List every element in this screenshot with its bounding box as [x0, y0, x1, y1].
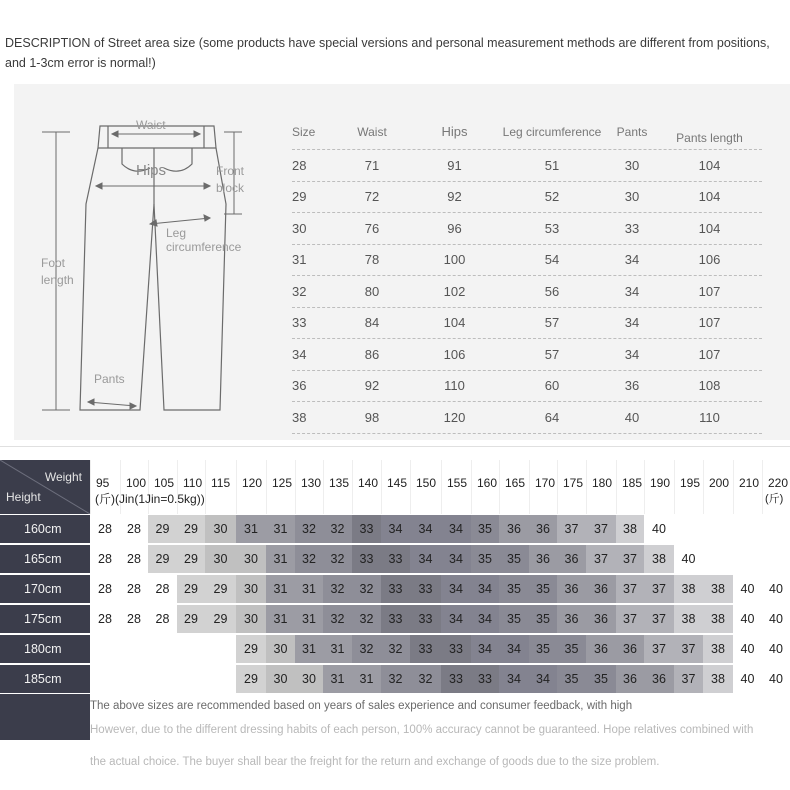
size-cell — [674, 515, 703, 543]
size-cell: 34 — [499, 635, 529, 663]
size-cell: 32 — [323, 605, 352, 633]
height-row-label: 160cm — [0, 515, 90, 543]
cell-waist: 86 — [364, 346, 380, 362]
cell-waist: 72 — [364, 189, 380, 205]
foot-length-label-2: length — [41, 273, 74, 287]
size-cell: 33 — [441, 635, 471, 663]
height-row-label: 175cm — [0, 605, 90, 633]
size-cell: 35 — [471, 545, 499, 573]
size-cell — [733, 545, 762, 573]
cell-hips: 110 — [444, 378, 465, 394]
cell-size: 28 — [292, 157, 307, 173]
cell-waist: 84 — [364, 315, 380, 331]
front-block-label-2: block — [216, 181, 245, 195]
size-cell — [148, 665, 177, 693]
size-cell: 35 — [586, 665, 616, 693]
size-cell: 35 — [529, 605, 557, 633]
size-cell: 33 — [352, 545, 381, 573]
cell-leg-circumference: 56 — [544, 283, 560, 299]
cell-hips: 92 — [447, 189, 462, 205]
size-cell: 32 — [323, 575, 352, 603]
size-cell — [177, 635, 205, 663]
size-cell: 36 — [499, 515, 529, 543]
size-cell: 31 — [352, 665, 381, 693]
cell-waist: 71 — [364, 157, 380, 173]
cell-size: 38 — [292, 409, 307, 425]
size-cell: 35 — [471, 515, 499, 543]
cell-waist: 98 — [364, 409, 380, 425]
size-cell: 37 — [644, 605, 674, 633]
size-cell: 33 — [410, 635, 441, 663]
size-cell: 36 — [557, 575, 586, 603]
size-cell: 28 — [120, 605, 148, 633]
size-cell: 36 — [529, 545, 557, 573]
size-cell — [148, 635, 177, 663]
weight-col-header: 200 — [703, 460, 733, 514]
weight-col-header: 125 — [266, 460, 295, 514]
header-waist: Waist — [357, 124, 387, 139]
size-cell: 35 — [499, 605, 529, 633]
size-cell: 29 — [177, 545, 205, 573]
size-table-row — [292, 339, 762, 371]
size-cell: 40 — [762, 605, 790, 633]
size-cell: 31 — [323, 635, 352, 663]
size-cell: 40 — [674, 545, 703, 573]
weight-col-header: 180 — [586, 460, 616, 514]
size-cell: 35 — [557, 665, 586, 693]
cell-size: 36 — [292, 378, 307, 394]
size-cell: 33 — [410, 575, 441, 603]
size-cell: 40 — [762, 665, 790, 693]
size-cell: 30 — [205, 545, 236, 573]
size-cell: 34 — [410, 515, 441, 543]
size-table-row — [292, 402, 762, 434]
weight-col-header: 150 — [410, 460, 441, 514]
size-cell: 29 — [205, 605, 236, 633]
weight-col-header: 220 — [762, 460, 790, 514]
size-cell: 38 — [644, 545, 674, 573]
weight-col-header: 165 — [499, 460, 529, 514]
unit-left: (斤) — [95, 492, 115, 506]
cell-leg-circumference: 54 — [544, 252, 560, 268]
description-text: DESCRIPTION of Street area size (some products have special versions and personal measurement methods are different from positions, and 1-3cm error is normal!) — [5, 36, 770, 70]
cell-leg-circumference: 64 — [544, 409, 560, 425]
cell-pants: 36 — [624, 378, 640, 394]
size-cell: 37 — [586, 515, 616, 543]
size-cell: 37 — [586, 545, 616, 573]
cell-pants-length: 104 — [698, 189, 721, 205]
size-cell: 33 — [381, 545, 410, 573]
weight-col-header: 175 — [557, 460, 586, 514]
size-cell: 32 — [352, 635, 381, 663]
header-pants-length: Pants length — [676, 130, 743, 145]
size-cell: 28 — [90, 515, 120, 543]
size-cell: 34 — [441, 605, 471, 633]
size-cell: 28 — [120, 545, 148, 573]
size-cell: 37 — [616, 575, 644, 603]
size-cell: 34 — [441, 515, 471, 543]
size-cell: 29 — [177, 605, 205, 633]
size-cell: 38 — [674, 575, 703, 603]
cell-pants-length: 107 — [698, 283, 721, 299]
weight-col-header: 140 — [352, 460, 381, 514]
size-cell: 37 — [616, 605, 644, 633]
height-row-label: 165cm — [0, 545, 90, 573]
cell-size: 34 — [292, 346, 307, 362]
size-cell: 36 — [557, 605, 586, 633]
size-cell: 40 — [644, 515, 674, 543]
size-cell — [205, 665, 236, 693]
foot-length-label-1: Foot — [41, 256, 66, 270]
size-cell: 40 — [733, 635, 762, 663]
size-table-row — [292, 213, 762, 245]
size-cell — [90, 635, 120, 663]
size-table — [292, 114, 762, 434]
size-cell: 29 — [177, 515, 205, 543]
size-cell — [177, 665, 205, 693]
size-cell: 32 — [410, 665, 441, 693]
cell-hips: 102 — [443, 283, 466, 299]
size-cell: 28 — [90, 605, 120, 633]
size-cell: 40 — [762, 575, 790, 603]
unit-right: (斤) — [765, 493, 784, 505]
cell-hips: 91 — [447, 157, 462, 173]
size-cell: 28 — [120, 575, 148, 603]
size-cell: 31 — [266, 575, 295, 603]
weight-col-header: 95 — [90, 460, 120, 514]
size-cell: 36 — [616, 665, 644, 693]
size-table-row — [292, 150, 762, 182]
size-cell: 38 — [674, 605, 703, 633]
size-cell: 34 — [529, 665, 557, 693]
size-cell — [120, 635, 148, 663]
pants-diagram — [14, 84, 294, 440]
size-cell: 29 — [205, 575, 236, 603]
weight-col-header: 105 — [148, 460, 177, 514]
weight-col-header: 115 — [205, 460, 236, 514]
size-cell: 37 — [674, 665, 703, 693]
size-cell — [90, 665, 120, 693]
size-cell: 38 — [616, 515, 644, 543]
size-cell: 36 — [616, 635, 644, 663]
size-table-row — [292, 371, 762, 403]
size-cell: 33 — [410, 605, 441, 633]
size-cell: 33 — [381, 605, 410, 633]
header-size: Size — [292, 124, 316, 139]
size-cell: 31 — [323, 665, 352, 693]
cell-size: 32 — [292, 283, 307, 299]
size-cell — [733, 515, 762, 543]
size-cell: 40 — [733, 665, 762, 693]
height-label: Height — [6, 490, 41, 504]
size-cell: 34 — [441, 575, 471, 603]
size-cell: 33 — [352, 515, 381, 543]
cell-pants-length: 106 — [698, 252, 721, 268]
weight-col-header: 210 — [733, 460, 762, 514]
cell-waist: 92 — [364, 378, 380, 394]
size-cell: 34 — [381, 515, 410, 543]
cell-size: 31 — [292, 252, 307, 268]
weight-col-header: 160 — [471, 460, 499, 514]
cell-pants-length: 104 — [698, 220, 721, 236]
cell-pants-length: 108 — [698, 378, 721, 394]
size-cell: 38 — [703, 605, 733, 633]
waist-label: Waist — [136, 118, 166, 132]
size-cell: 36 — [586, 575, 616, 603]
cell-pants: 34 — [624, 252, 640, 268]
size-table-row — [292, 245, 762, 277]
front-block-label-1: Front — [216, 164, 245, 178]
leg-circumference-label-2: circumference — [166, 240, 242, 254]
size-cell: 28 — [148, 575, 177, 603]
size-cell: 36 — [529, 515, 557, 543]
weight-col-header: 100 — [120, 460, 148, 514]
leg-circumference-label-1: Leg — [166, 226, 187, 240]
cell-size: 33 — [292, 315, 307, 331]
cell-pants: 40 — [624, 409, 640, 425]
height-row-label: 180cm — [0, 635, 90, 663]
size-cell: 30 — [236, 575, 266, 603]
cell-leg-circumference: 51 — [544, 157, 560, 173]
size-cell: 40 — [733, 605, 762, 633]
size-cell: 35 — [499, 575, 529, 603]
size-cell: 34 — [471, 575, 499, 603]
height-row-label: 170cm — [0, 575, 90, 603]
size-cell: 38 — [703, 635, 733, 663]
cell-pants-length: 110 — [699, 409, 720, 425]
size-cell: 37 — [644, 575, 674, 603]
size-cell — [205, 635, 236, 663]
size-cell: 40 — [733, 575, 762, 603]
size-cell: 36 — [644, 665, 674, 693]
weight-col-header: 195 — [674, 460, 703, 514]
cell-pants-length: 104 — [698, 157, 721, 173]
size-cell: 32 — [352, 575, 381, 603]
size-table-header — [292, 114, 762, 150]
size-cell: 31 — [295, 605, 323, 633]
size-cell: 31 — [266, 605, 295, 633]
measurement-panel — [14, 84, 790, 440]
weight-label: Weight — [44, 470, 82, 484]
size-cell: 30 — [236, 605, 266, 633]
cell-hips: 96 — [447, 220, 462, 236]
weight-col-header: 120 — [236, 460, 266, 514]
weight-header — [0, 460, 790, 514]
size-cell: 30 — [266, 665, 295, 693]
note-line-1: The above sizes are recommended based on years of sales experience and consumer feedback, with high — [90, 700, 633, 712]
unit-note: (Jin(1Jin=0.5kg)) — [115, 492, 205, 506]
size-cell: 30 — [266, 635, 295, 663]
note-line-3: the actual choice. The buyer shall bear the freight for the return and exchange of goods due to the size problem. — [90, 756, 660, 768]
size-cell — [120, 665, 148, 693]
weight-col-header: 185 — [616, 460, 644, 514]
cell-hips: 104 — [443, 315, 466, 331]
cell-hips: 120 — [443, 409, 466, 425]
weight-col-header: 130 — [295, 460, 323, 514]
size-cell: 35 — [529, 635, 557, 663]
cell-leg-circumference: 57 — [544, 315, 560, 331]
size-cell: 31 — [266, 545, 295, 573]
cell-waist: 76 — [364, 220, 380, 236]
cell-leg-circumference: 60 — [544, 378, 560, 394]
size-cell: 35 — [557, 635, 586, 663]
size-cell: 29 — [148, 545, 177, 573]
cell-waist: 78 — [364, 252, 380, 268]
size-table-row — [292, 276, 762, 308]
size-cell: 32 — [295, 515, 323, 543]
weight-col-header: 145 — [381, 460, 410, 514]
size-cell: 30 — [205, 515, 236, 543]
size-cell: 28 — [90, 575, 120, 603]
grid-corner — [0, 460, 90, 514]
notes-sidebar — [0, 694, 90, 740]
size-cell: 32 — [295, 545, 323, 573]
size-cell: 32 — [323, 545, 352, 573]
size-cell: 40 — [762, 635, 790, 663]
section-divider — [0, 446, 790, 447]
size-cell: 35 — [499, 545, 529, 573]
cell-hips: 106 — [443, 346, 466, 362]
size-cell: 37 — [644, 635, 674, 663]
cell-waist: 80 — [364, 283, 380, 299]
size-cell: 32 — [323, 515, 352, 543]
size-cell: 31 — [266, 515, 295, 543]
size-cell: 37 — [616, 545, 644, 573]
cell-leg-circumference: 57 — [544, 346, 560, 362]
size-cell: 29 — [148, 515, 177, 543]
cell-pants-length: 107 — [698, 315, 721, 331]
cell-size: 30 — [292, 220, 307, 236]
size-cell — [703, 545, 733, 573]
hips-label: Hips — [136, 162, 167, 179]
cell-pants: 34 — [624, 346, 640, 362]
size-cell — [762, 545, 790, 573]
size-cell: 31 — [295, 635, 323, 663]
size-cell: 33 — [471, 665, 499, 693]
header-leg-circumference: Leg circumference — [502, 124, 602, 139]
weight-unit-note — [95, 490, 205, 507]
cell-hips: 100 — [443, 252, 466, 268]
size-cell: 38 — [703, 665, 733, 693]
size-table-row — [292, 182, 762, 214]
size-cell: 28 — [148, 605, 177, 633]
cell-leg-circumference: 53 — [544, 220, 560, 236]
size-cell: 28 — [120, 515, 148, 543]
header-pants: Pants — [616, 124, 648, 139]
size-cell: 38 — [703, 575, 733, 603]
cell-size: 29 — [292, 189, 307, 205]
size-cell: 36 — [586, 605, 616, 633]
size-cell: 34 — [441, 545, 471, 573]
size-cell: 30 — [295, 665, 323, 693]
size-cell: 37 — [674, 635, 703, 663]
size-cell: 34 — [471, 635, 499, 663]
size-cell: 32 — [352, 605, 381, 633]
cell-pants: 34 — [624, 315, 640, 331]
height-row-label: 185cm — [0, 665, 90, 693]
header-hips: Hips — [441, 124, 468, 139]
cell-pants-length: 107 — [698, 346, 721, 362]
note-line-2: However, due to the different dressing habits of each person, 100% accuracy cannot be guaranteed. Hope relatives combined with — [90, 724, 754, 736]
size-table-row — [292, 308, 762, 340]
size-cell: 34 — [471, 605, 499, 633]
size-cell: 32 — [381, 665, 410, 693]
size-cell: 30 — [236, 545, 266, 573]
size-cell — [703, 515, 733, 543]
size-cell: 37 — [557, 515, 586, 543]
weight-col-header: 155 — [441, 460, 471, 514]
weight-col-header: 190 — [644, 460, 674, 514]
cell-pants: 34 — [624, 283, 640, 299]
size-cell: 34 — [499, 665, 529, 693]
size-cell — [762, 515, 790, 543]
pants-label: Pants — [94, 372, 125, 386]
size-cell: 29 — [236, 635, 266, 663]
size-cell: 34 — [410, 545, 441, 573]
size-cell: 31 — [236, 515, 266, 543]
size-cell: 33 — [381, 575, 410, 603]
size-cell: 29 — [177, 575, 205, 603]
weight-col-header: 170 — [529, 460, 557, 514]
corner-diagonal — [0, 460, 90, 514]
size-cell: 36 — [557, 545, 586, 573]
size-cell: 32 — [381, 635, 410, 663]
cell-pants: 30 — [624, 157, 640, 173]
cell-pants: 30 — [624, 189, 640, 205]
size-cell: 31 — [295, 575, 323, 603]
cell-pants: 33 — [624, 220, 640, 236]
size-cell: 36 — [586, 635, 616, 663]
size-cell: 35 — [529, 575, 557, 603]
weight-col-header: 135 — [323, 460, 352, 514]
size-cell: 33 — [441, 665, 471, 693]
size-cell: 28 — [90, 545, 120, 573]
size-cell: 29 — [236, 665, 266, 693]
cell-leg-circumference: 52 — [544, 189, 560, 205]
weight-col-header: 110 — [177, 460, 205, 514]
